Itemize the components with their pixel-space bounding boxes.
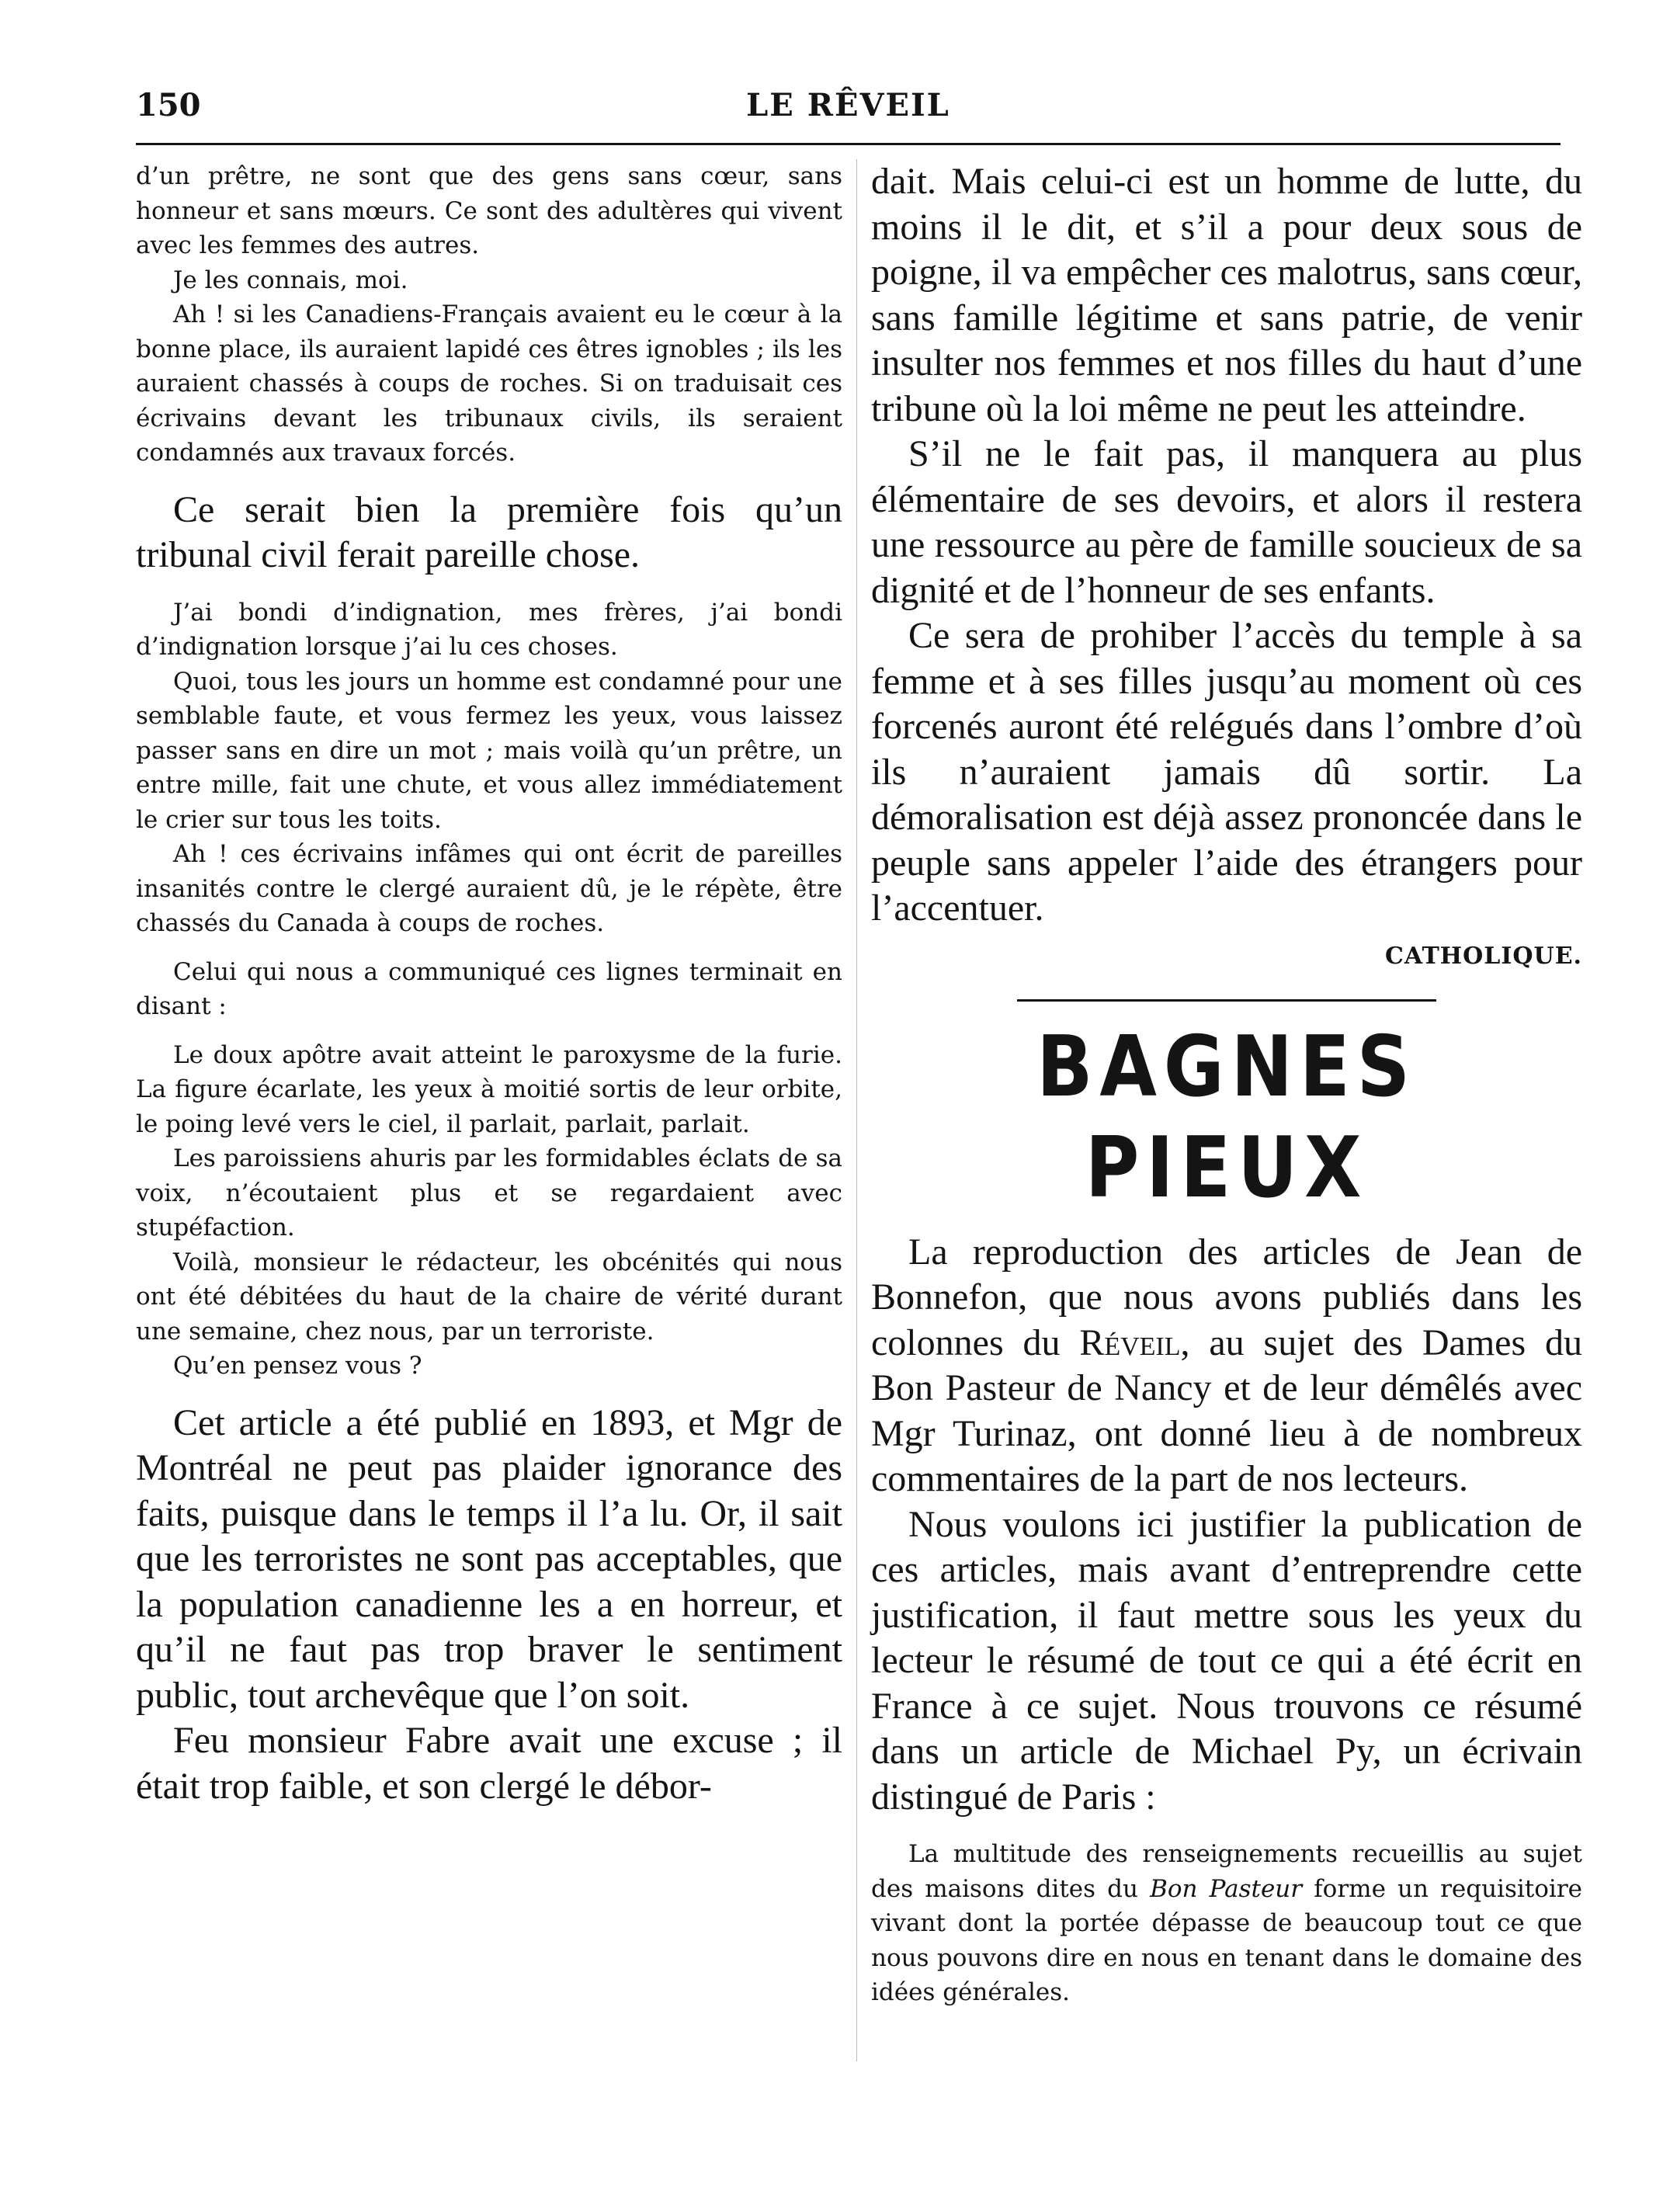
quote-paragraph: Ah ! si les Canadiens-Français avaient eu le cœur à la bonne place, ils auraient lapidé ces êtres ignobles ; ils les auraient chassés à coups de roches. Si on traduisait ces écrivains devant les tribunaux civils, ils seraient condamnés aux travaux forcés. (136, 300, 842, 467)
article-headline: BAGNES PIEUX (1036, 1018, 1417, 1217)
left-column (136, 159, 842, 1809)
body-paragraph: Feu monsieur Fabre avait une excuse ; il était trop faible, et son clergé le débor- (136, 1720, 842, 1807)
quote-paragraph: Le doux apôtre avait atteint le paroxysme de la furie. La figure écarlate, les yeux à moitié sortis de leur orbite, le poing levé vers le ciel, il parlait, parlait, parlait. (136, 1040, 842, 1138)
text-run: La reproduction des articles de Jean de Bonnefon, que nous avons publiés dans les colonnes du (871, 1231, 1582, 1363)
quote-paragraph: Voilà, monsieur le rédacteur, les obcénités qui nous ont été débitées du haut de la chaire de vérité durant une semaine, chez nous, par un terroriste. (136, 1248, 842, 1346)
quote-paragraph (871, 1837, 1582, 2010)
quote-paragraph: Je les connais, moi. (173, 266, 408, 294)
column-divider (856, 159, 857, 2061)
body-paragraph: Cet article a été publié en 1893, et Mgr de Montréal ne peut pas plaider ignorance des faits, puisque dans le temps il l’a lu. Or, il sait que les terroristes ne sont pas acceptables, que la population canadienne les a en horreur, et qu’il ne faut pas trop braver le sentiment public, tout archevêque que l’on soit. (136, 1401, 842, 1716)
body-paragraph (871, 1230, 1582, 1502)
quote-paragraph: Qu’en pensez vous ? (173, 1352, 422, 1380)
quote-paragraph: Celui qui nous a communiqué ces lignes terminait en disant : (136, 957, 842, 1020)
text-run: , au sujet des Dames du Bon Pasteur de Nancy et de leur démêlés avec Mgr Turinaz, ont donné lieu à de nombreux commentaires de la part de nos lecteurs. (871, 1321, 1583, 1499)
page-number: 150 (136, 87, 201, 123)
body-paragraph: Nous voulons ici justifier la publication de ces articles, mais avant d’entreprendre cette justification, il faut mettre sous les yeux du lecteur le résumé de tout ce qui a été écrit en France à ce sujet. Nous trouvons ce résumé dans un article de Michael Py, un écrivain distingué de Paris : (871, 1503, 1582, 1818)
signature: CATHOLIQUE. (1384, 942, 1582, 970)
body-paragraph: S’il ne le fait pas, il manquera au plus élémentaire de ses devoirs, et alors il restera une ressource au père de famille soucieux de sa dignité et de l’honneur de ses enfants. (871, 433, 1582, 611)
header-rule (136, 143, 1561, 145)
quote-paragraph: J’ai bondi d’indignation, mes frères, j’ai bondi d’indignation lorsque j’ai lu ces choses. (136, 598, 842, 661)
text-run: La multitude des renseignements recueillis au sujet des maisons dites du (871, 1840, 1582, 1903)
body-paragraph: Ce sera de prohiber l’accès du temple à sa femme et à ses filles jusqu’au moment où ces forcenés auront été relégués dans l’ombre d’où ils n’auraient jamais dû sortir. La démoralisation est déjà assez prononcée dans le peuple sans appeler l’aide des étrangers pour l’accentuer. (871, 615, 1582, 929)
quote-paragraph: Les paroissiens ahuris par les formidables éclats de sa voix, n’écoutaient plus et se regardaient avec stupéfaction. (136, 1144, 842, 1241)
quote-paragraph: Ah ! ces écrivains infâmes qui ont écrit de pareilles insanités contre le clergé auraient dû, je le répète, être chassés du Canada à coups de roches. (136, 840, 842, 937)
italic-title: Bon Pasteur (1150, 1874, 1303, 1903)
running-title: LE RÊVEIL (746, 87, 950, 123)
quote-paragraph: d’un prêtre, ne sont que des gens sans cœur, sans honneur et sans mœurs. Ce sont des adultères qui vivent avec les femmes des autres. (136, 162, 842, 259)
section-separator (1017, 999, 1436, 1002)
body-paragraph: Ce serait bien la première fois qu’un tribunal civil ferait pareille chose. (136, 488, 842, 575)
newspaper-name: Réveil (1079, 1321, 1181, 1363)
page-header (136, 87, 1561, 141)
quote-paragraph: Quoi, tous les jours un homme est condamné pour une semblable faute, et vous fermez les yeux, vous laissez passer sans en dire un mot ; mais voilà qu’un prêtre, un entre mille, fait une chute, et vous allez immédiatement le crier sur tous les toits. (136, 667, 842, 834)
right-column (871, 159, 1582, 2010)
body-paragraph: dait. Mais celui-ci est un homme de lutte, du moins il le dit, et s’il a pour deux sous de poigne, il va empêcher ces malotrus, sans cœur, sans famille légitime et sans patrie, de venir insulter nos femmes et nos filles du haut d’une tribune où la loi même ne peut les atteindre. (871, 161, 1582, 429)
text-run: forme un requisitoire vivant dont la portée dépasse de beaucoup tout ce que nous pouvons dire en nous en tenant dans le domaine des idées générales. (871, 1874, 1582, 2006)
